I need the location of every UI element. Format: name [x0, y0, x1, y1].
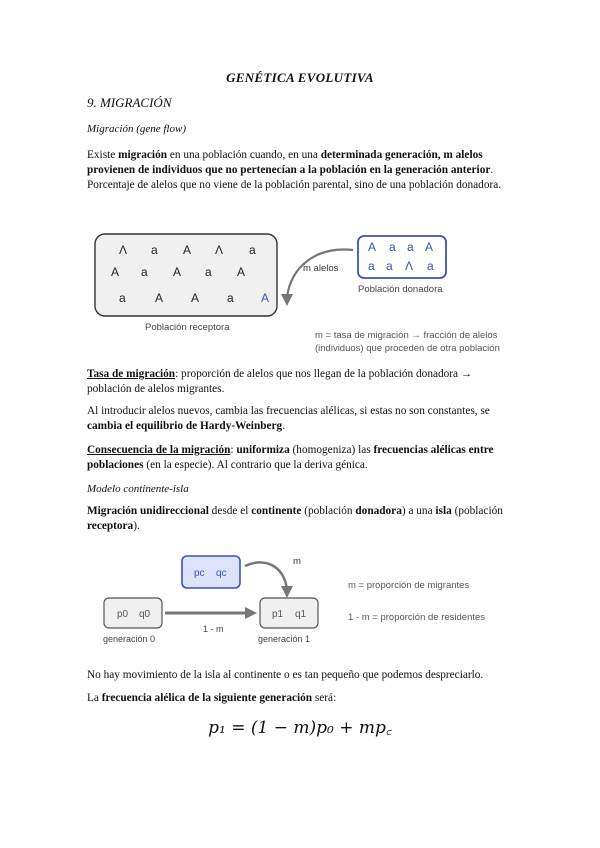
allele: a — [141, 265, 148, 279]
allele: A — [155, 291, 164, 305]
consecuencia-paragraph: Consecuencia de la migración: uniformiza (homogeniza) las frecuencias alélicas entre poblaciones (en la especie). Al contrario que la deriva génica. — [87, 444, 494, 471]
donor-label: Población donadora — [358, 284, 443, 295]
gen1-label: generación 1 — [258, 634, 311, 644]
next-generation-paragraph: La frecuencia alélica de la siguiente generación será: — [87, 692, 337, 704]
gen0-q: q0 — [139, 609, 151, 620]
section-heading: 9. MIGRACIÓN — [87, 95, 172, 110]
allele: a — [205, 265, 212, 279]
allele: a — [407, 240, 414, 254]
receptor-label: Población receptora — [145, 322, 230, 333]
subsection-heading: Migración (gene flow) — [87, 123, 186, 135]
gen0-label: generación 0 — [103, 634, 156, 644]
migrants-arrow — [245, 562, 287, 590]
hardy-weinberg-paragraph: Al introducir alelos nuevos, cambia las frecuencias alélicas, si estas no son constantes, se cambia el equilibrio de Hardy-Weinberg. — [87, 405, 490, 432]
document-title: GENÉTICA EVOLUTIVA — [226, 70, 374, 85]
allele: A — [425, 240, 434, 254]
allele-frequency-formula: p₁ = (1 − m)p₀ + mp꜀ — [208, 718, 392, 738]
gen0-p: p0 — [117, 609, 129, 620]
arrow-head — [281, 586, 293, 598]
arrow-label: m alelos — [303, 263, 339, 274]
continent-p: pc — [194, 568, 205, 579]
allele: A — [111, 265, 120, 279]
gen1-q: q1 — [295, 609, 307, 620]
allele: A — [237, 265, 246, 279]
unidireccional-paragraph: Migración unidireccional desde el continente (población donadora) a una isla (población receptora). — [87, 505, 503, 532]
arrow-head — [245, 607, 257, 619]
allele: Λ — [215, 243, 224, 257]
tasa-paragraph: Tasa de migración: proporción de alelos que nos llegan de la población donadora → población de alelos migrantes. — [87, 368, 473, 395]
intro-paragraph: Existe migración en una población cuando, en una determinada generación, m alelos provienen de individuos que no pertenecían a la población en la generación anterior. Porcentaje de alelos que no viene de la población parental, sino de una población donadora. — [87, 149, 502, 191]
allele: a — [427, 259, 434, 273]
generation-1-box — [260, 598, 318, 628]
allele: Λ — [405, 259, 414, 273]
migrant-allele: A — [261, 291, 270, 305]
continent-island-diagram — [95, 548, 515, 650]
allele: a — [386, 259, 393, 273]
modelo-heading: Modelo continente-isla — [87, 483, 189, 495]
no-movement-paragraph: No hay movimiento de la isla al continente o es tan pequeño que podemos despreciarlo. — [87, 669, 484, 681]
allele: A — [183, 243, 192, 257]
continent-q: qc — [216, 568, 227, 579]
allele: a — [151, 243, 158, 257]
allele: a — [368, 259, 375, 273]
allele: a — [119, 291, 126, 305]
allele: a — [389, 240, 396, 254]
note-line-2: (individuos) que proceden de otra población — [315, 343, 500, 354]
allele: Λ — [119, 243, 128, 257]
continent-box — [182, 556, 240, 588]
note-line-1: m = tasa de migración → fracción de alelos — [315, 330, 498, 341]
legend-residents: 1 - m = proporción de residentes — [348, 612, 486, 623]
gen1-p: p1 — [272, 609, 284, 620]
migration-diagram — [85, 228, 515, 358]
allele: A — [368, 240, 377, 254]
allele: A — [173, 265, 182, 279]
migrants-label: m — [293, 556, 301, 567]
allele: A — [191, 291, 200, 305]
legend-migrants: m = proporción de migrantes — [348, 580, 470, 591]
allele: a — [227, 291, 234, 305]
allele: a — [249, 243, 256, 257]
generation-0-box — [104, 598, 162, 628]
arrow-head — [281, 294, 293, 306]
residents-label: 1 - m — [203, 624, 224, 634]
